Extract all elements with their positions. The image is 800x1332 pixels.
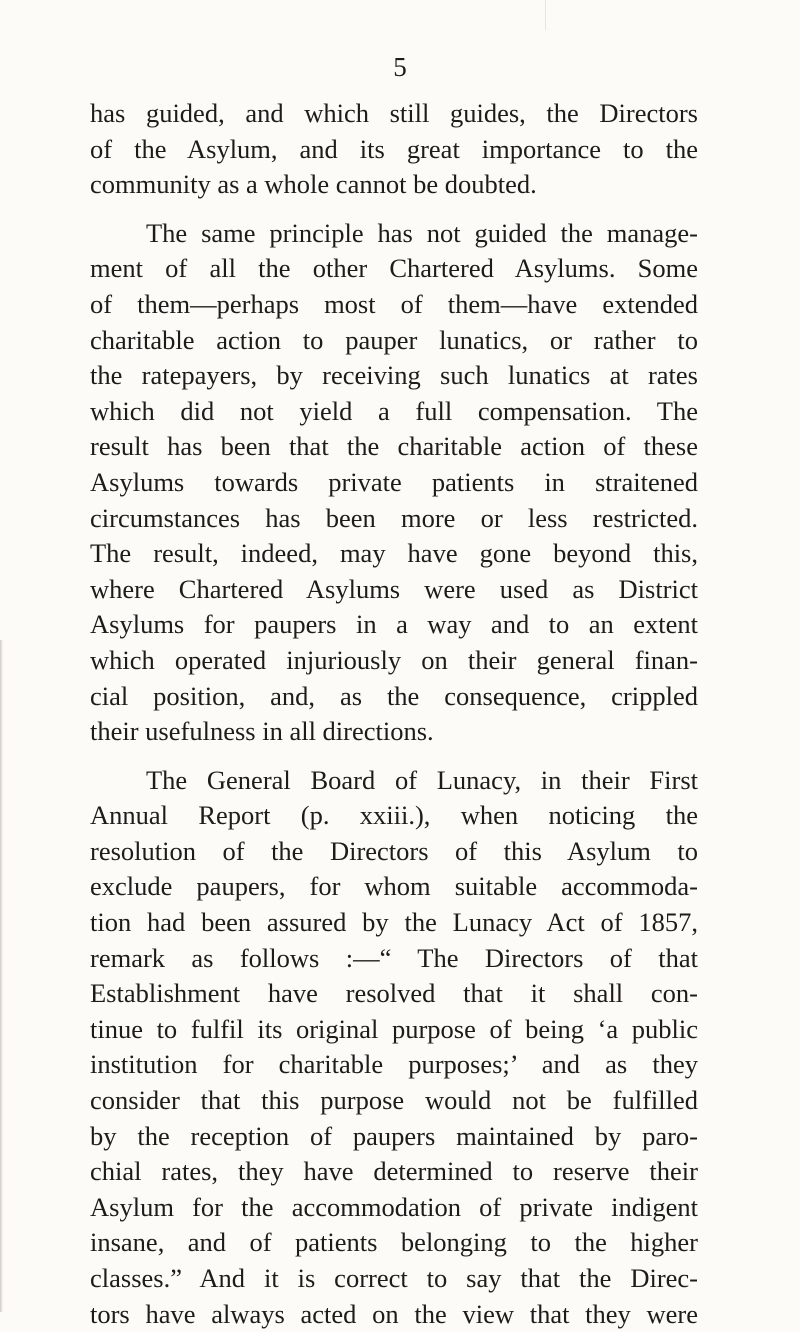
page-number: 5 <box>393 52 407 82</box>
text-line: of them—perhaps most of them—have extended <box>90 288 698 319</box>
text-line: their usefulness in all directions. <box>90 716 434 747</box>
text-line: The result, indeed, may have gone beyond this, <box>90 538 698 569</box>
text-line: charitable action to pauper lunatics, or rather to <box>90 324 698 355</box>
text-line: Annual Report (p. xxiii.), when noticing the <box>90 800 698 831</box>
text-line: exclude paupers, for whom suitable accommoda- <box>90 871 698 902</box>
text-line: the ratepayers, by receiving such lunatics at rates <box>90 360 698 391</box>
body-text <box>90 96 698 1332</box>
text-line: chial rates, they have determined to reserve their <box>90 1156 698 1187</box>
text-line: remark as follows :—“ The Directors of that <box>90 942 698 973</box>
text-line: of the Asylum, and its great importance to the <box>90 133 698 164</box>
text-line: community as a whole cannot be doubted. <box>90 169 537 200</box>
text-line: tinue to fulfil its original purpose of being ‘a public <box>90 1013 698 1044</box>
text-line: Asylum for the accommodation of private indigent <box>90 1191 698 1222</box>
text-line: cial position, and, as the consequence, crippled <box>90 680 698 711</box>
text-line: The same principle has not guided the manage- <box>146 217 698 248</box>
text-line: by the reception of paupers maintained by paro- <box>90 1120 698 1151</box>
text-line: has guided, and which still guides, the Directors <box>90 98 698 128</box>
text-line: consider that this purpose would not be fulfilled <box>90 1085 698 1116</box>
text-line: Asylums towards private patients in straitened <box>90 466 698 497</box>
text-line: ment of all the other Chartered Asylums. Some <box>90 253 698 284</box>
text-line: which operated injuriously on their general finan- <box>90 644 698 675</box>
text-line: result has been that the charitable action of these <box>90 431 698 462</box>
text-line: classes.” And it is correct to say that the Direc- <box>90 1263 698 1293</box>
text-line: tion had been assured by the Lunacy Act of 1857, <box>90 907 698 938</box>
text-line: Asylums for paupers in a way and to an extent <box>90 609 698 640</box>
text-line: institution for charitable purposes;’ and as they <box>90 1049 698 1080</box>
text-line: insane, and of patients belonging to the higher <box>90 1227 698 1258</box>
paper-mark <box>545 0 546 30</box>
text-line: The General Board of Lunacy, in their First <box>146 764 698 795</box>
text-line: Establishment have resolved that it shall con- <box>90 978 698 1009</box>
page-edge-shadow <box>0 640 3 1312</box>
text-line: circumstances has been more or less restricted. <box>90 502 698 533</box>
text-line: tors have always acted on the view that they were <box>90 1298 698 1329</box>
text-line: which did not yield a full compensation. The <box>90 395 698 426</box>
text-line: where Chartered Asylums were used as District <box>90 573 698 604</box>
text-line: resolution of the Directors of this Asylum to <box>90 835 698 866</box>
